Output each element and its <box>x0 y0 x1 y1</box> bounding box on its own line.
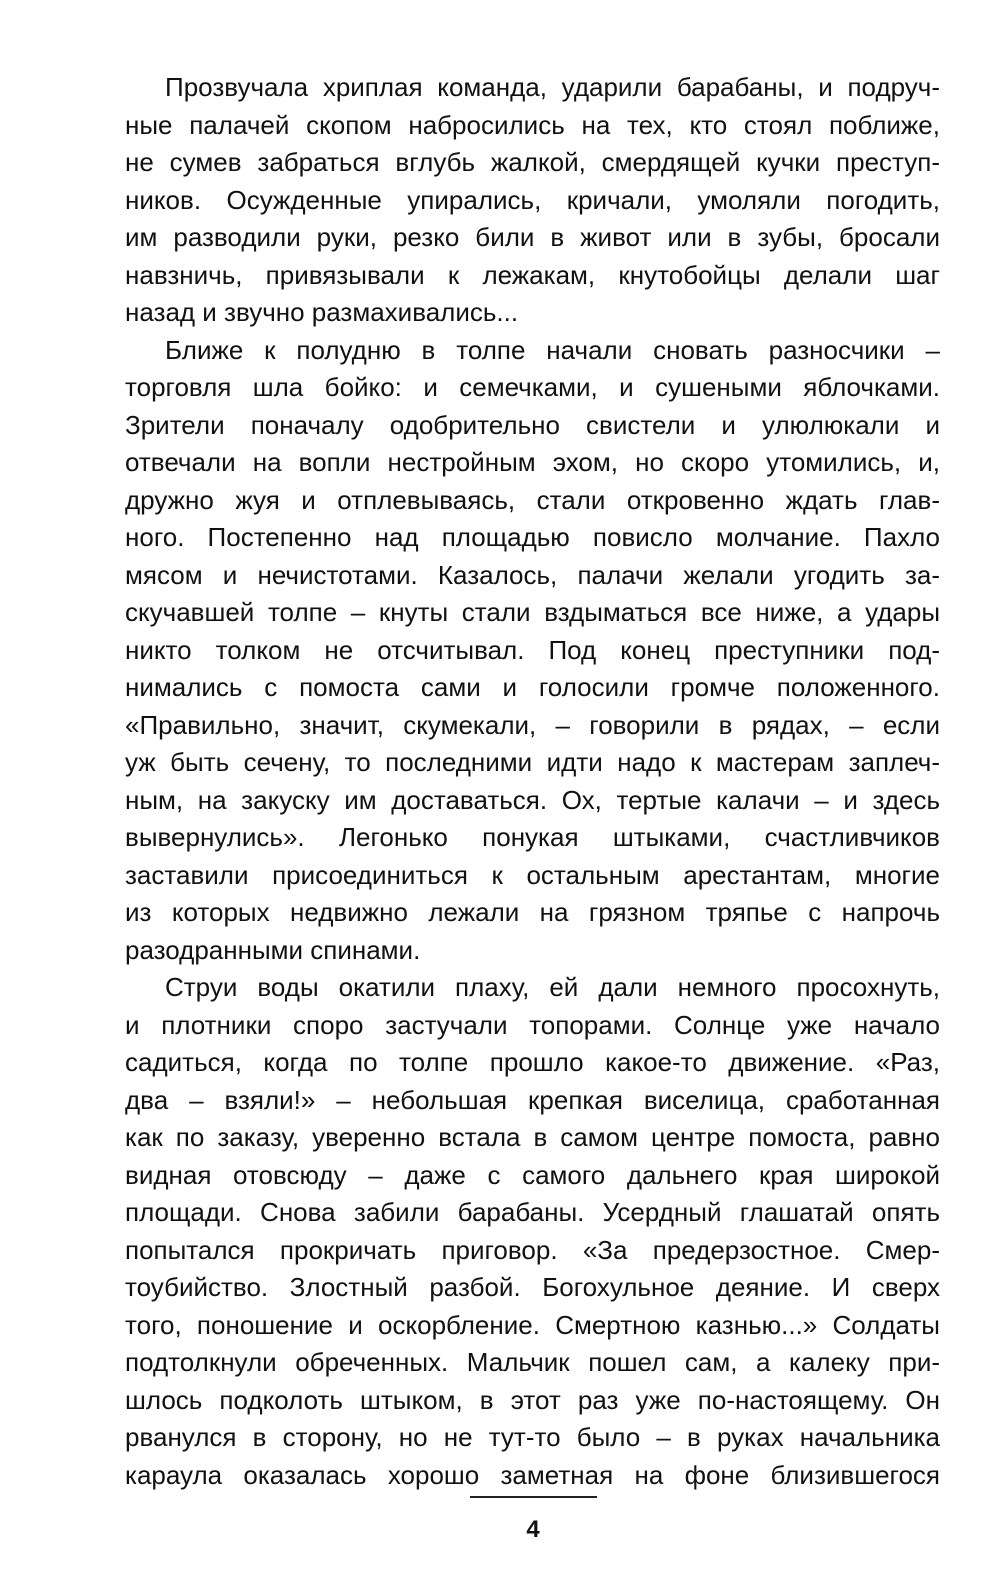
paragraph <box>125 332 940 970</box>
text-line: мясом и нечистотами. Казалось, палачи желали угодить за- <box>125 559 940 590</box>
text-line: как по заказу, уверенно встала в самом центре помоста, равно <box>125 1122 940 1152</box>
text-line: «Правильно, значит, скумекали, – говорили в рядах, – если <box>125 709 940 740</box>
text-line: заставили присоединиться к остальным арестантам, многие <box>125 859 940 890</box>
text-line: нимались с помоста сами и голосили громче положенного. <box>125 672 940 702</box>
text-line: попытался прокричать приговор. «За предерзостное. Смер- <box>125 1234 940 1265</box>
text-line: никто толком не отсчитывал. Под конец преступники под- <box>125 634 940 665</box>
text-line: не сумев забраться вглубь жалкой, смердящей кучки преступ- <box>125 147 940 177</box>
paragraph <box>125 69 940 332</box>
text-line: Прозвучала хриплая команда, ударили барабаны, и подруч- <box>165 72 940 102</box>
text-line: шлось подколоть штыком, в этот раз уже по-настоящему. Он <box>125 1384 940 1415</box>
text-line: торговля шла бойко: и семечками, и сушеными яблочками. <box>125 372 940 402</box>
text-line: дружно жуя и отплевываясь, стали откровенно ждать глав- <box>125 484 940 515</box>
page-number: 4 <box>526 1516 540 1543</box>
text-line: из которых недвижно лежали на грязном тряпье с напрочь <box>125 897 940 927</box>
paragraph <box>125 969 940 1494</box>
text-line: отвечали на вопли нестройным эхом, но скоро утомились, и, <box>125 447 940 477</box>
body-text <box>125 69 940 1494</box>
text-line: навзничь, привязывали к лежакам, кнутобойцы делали шаг <box>125 259 940 290</box>
text-line: им разводили руки, резко били в живот или в зубы, бросали <box>125 222 940 252</box>
text-line: того, поношение и оскорбление. Смертною казнью...» Солдаты <box>125 1309 940 1340</box>
text-line: Зрители поначалу одобрительно свистели и улюлюкали и <box>125 409 940 440</box>
text-line: Ближе к полудню в толпе начали сновать разносчики – <box>165 334 940 365</box>
text-line: садиться, когда по толпе прошло какое-то движение. «Раз, <box>125 1047 940 1077</box>
text-line: ным, на закуску им доставаться. Ох, тертые калачи – и здесь <box>125 784 940 815</box>
text-line: видная отовсюду – даже с самого дальнего края широкой <box>125 1159 940 1190</box>
text-line: уж быть сечену, то последними идти надо к мастерам заплеч- <box>125 747 940 777</box>
text-line: площади. Снова забили барабаны. Усердный глашатай опять <box>125 1197 940 1227</box>
text-line: скучавшей толпе – кнуты стали вздыматься все ниже, а удары <box>125 597 940 627</box>
text-line: назад и звучно размахивались... <box>125 297 519 327</box>
footer-rule <box>470 1496 597 1498</box>
text-line: ные палачей скопом набросились на тех, кто стоял поближе, <box>125 109 940 140</box>
text-line: подтолкнули обреченных. Мальчик пошел сам, а калеку при- <box>125 1347 940 1377</box>
text-line: два – взяли!» – небольшая крепкая виселица, сработанная <box>125 1084 940 1115</box>
text-line: рванулся в сторону, но не тут-то было – в руках начальника <box>125 1422 940 1452</box>
text-line: ников. Осужденные упирались, кричали, умоляли погодить, <box>125 184 940 215</box>
text-line: вывернулись». Легонько понукая штыками, счастливчиков <box>125 822 940 852</box>
text-line: и плотники споро застучали топорами. Солнце уже начало <box>125 1009 940 1040</box>
text-line: ного. Постепенно над площадью повисло молчание. Пахло <box>125 522 940 552</box>
text-line: разодранными спинами. <box>125 934 421 965</box>
text-line: караула оказалась хорошо заметная на фоне близившегося <box>125 1459 940 1490</box>
text-line: тоубийство. Злостный разбой. Богохульное деяние. И сверх <box>125 1272 940 1302</box>
text-line: Струи воды окатили плаху, ей дали немного просохнуть, <box>165 972 940 1002</box>
